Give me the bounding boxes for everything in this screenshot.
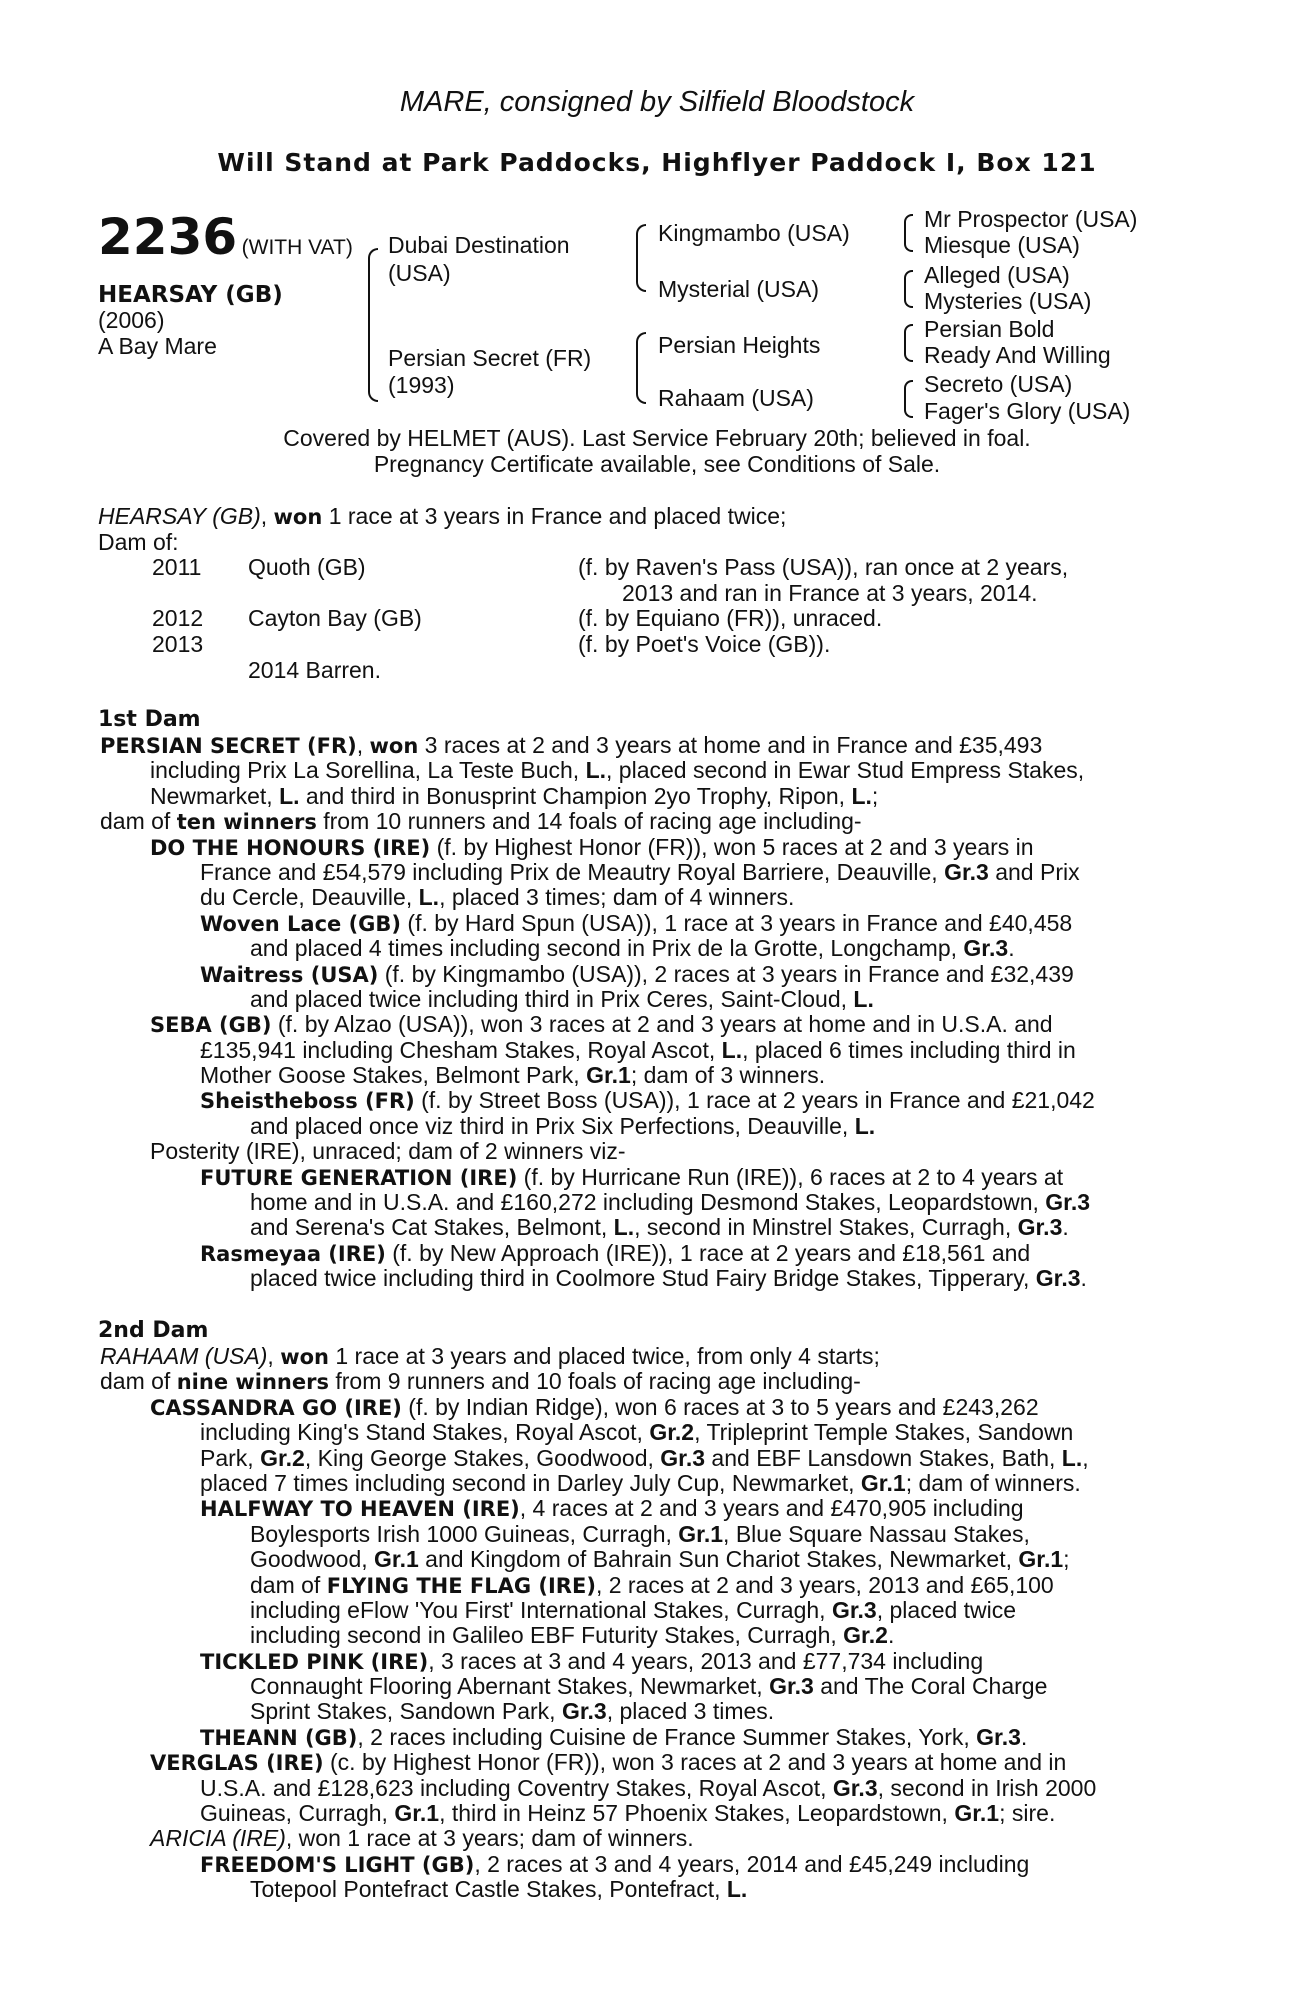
- produce-info-2012: (f. by Equiano (FR)), unraced.: [578, 605, 883, 631]
- horse-description: A Bay Mare: [98, 333, 217, 359]
- brace-sire-line: [636, 224, 646, 292]
- first-dam-heading: 1st Dam: [98, 707, 201, 732]
- first-dam-section: [100, 733, 1204, 1292]
- second-dam-heading: 2nd Dam: [98, 1318, 209, 1343]
- first-dam-line: PERSIAN SECRET (FR), won 3 races at 2 and 3 years at home and in France and £35,493: [100, 733, 1043, 758]
- second-dam-line: RAHAAM (USA), won 1 race at 3 years and placed twice, from only 4 starts;: [100, 1343, 880, 1369]
- pregnancy-line: Pregnancy Certificate available, see Conditions of Sale.: [373, 451, 941, 477]
- second-dam-section: [100, 1344, 1204, 1903]
- page-title: MARE, consigned by Silfield Bloodstock: [399, 86, 915, 118]
- pedigree-g8: Fager's Glory (USA): [924, 398, 1131, 424]
- second-dam-line: U.S.A. and £128,623 including Coventry Stakes, Royal Ascot, Gr.3, second in Irish 2000: [200, 1775, 1097, 1801]
- first-dam-line: Posterity (IRE), unraced; dam of 2 winners viz-: [150, 1138, 626, 1165]
- brace-sire-dam: [368, 248, 378, 402]
- mare-record-text: 1 race at 3 years in France and placed twice;: [322, 503, 787, 529]
- second-dam-line: including King's Stand Stakes, Royal Ascot, Gr.2, Tripleprint Temple Stakes, Sandown: [200, 1420, 1074, 1446]
- pedigree-sire-sire: Kingmambo (USA): [658, 220, 850, 246]
- pedigree-sire-country: (USA): [388, 260, 451, 286]
- pedigree-g3: Alleged (USA): [924, 262, 1070, 288]
- second-dam-line: FREEDOM'S LIGHT (GB), 2 races at 3 and 4 years, 2014 and £45,249 including: [200, 1851, 1030, 1877]
- second-dam-line: HALFWAY TO HEAVEN (IRE), 4 races at 2 and 3 years and £470,905 including: [200, 1496, 1024, 1522]
- produce-name-2012: Cayton Bay (GB): [248, 605, 422, 631]
- produce-name-2011: Quoth (GB): [248, 554, 366, 580]
- second-dam-line: ARICIA (IRE), won 1 race at 3 years; dam of winners.: [150, 1825, 694, 1852]
- first-dam-line: and placed twice including third in Prix Ceres, Saint-Cloud, L.: [250, 985, 874, 1012]
- second-dam-line: CASSANDRA GO (IRE) (f. by Indian Ridge), won 6 races at 3 to 5 years and £243,262: [150, 1394, 1039, 1420]
- first-dam-line: DO THE HONOURS (IRE) (f. by Highest Honor (FR)), won 5 races at 2 and 3 years in: [150, 834, 1034, 860]
- second-dam-line: Park, Gr.2, King George Stakes, Goodwood, Gr.3 and EBF Lansdown Stakes, Bath, L.,: [200, 1445, 1089, 1471]
- first-dam-line: SEBA (GB) (f. by Alzao (USA)), won 3 races at 2 and 3 years at home and in U.S.A. and: [150, 1012, 1053, 1038]
- pedigree-g4: Mysteries (USA): [924, 288, 1092, 314]
- produce-year-2013: 2013: [152, 631, 204, 657]
- second-dam-line: Connaught Flooring Abernant Stakes, Newmarket, Gr.3 and The Coral Charge: [250, 1674, 1048, 1700]
- first-dam-line: £135,941 including Chesham Stakes, Royal Ascot, L., placed 6 times including third in: [200, 1037, 1076, 1063]
- first-dam-line: dam of ten winners from 10 runners and 14 foals of racing age including-: [100, 808, 862, 835]
- pedigree-g6: Ready And Willing: [924, 342, 1111, 368]
- second-dam-line: dam of nine winners from 9 runners and 10 foals of racing age including-: [100, 1368, 861, 1395]
- brace-g34: [904, 270, 913, 308]
- horse-year: (2006): [98, 307, 165, 333]
- vat-label: (WITH VAT): [241, 236, 353, 259]
- first-dam-line: Rasmeyaa (IRE) (f. by New Approach (IRE)), 1 race at 2 years and £18,561 and: [200, 1240, 1031, 1266]
- pedigree-g1: Mr Prospector (USA): [924, 206, 1138, 232]
- mare-record-name: HEARSAY (GB): [98, 503, 261, 529]
- first-dam-line: home and in U.S.A. and £160,272 including Desmond Stakes, Leopardstown, Gr.3: [250, 1190, 1091, 1216]
- pedigree-dam: Persian Secret (FR): [388, 345, 592, 371]
- pedigree-dam-dam: Rahaam (USA): [658, 385, 814, 411]
- second-dam-line: Guineas, Curragh, Gr.1, third in Heinz 57 Phoenix Stakes, Leopardstown, Gr.1; sire.: [200, 1800, 1056, 1827]
- second-dam-line: dam of FLYING THE FLAG (IRE), 2 races at 2 and 3 years, 2013 and £65,100: [250, 1572, 1054, 1598]
- second-dam-line: Boylesports Irish 1000 Guineas, Curragh, Gr.1, Blue Square Nassau Stakes,: [250, 1521, 1030, 1547]
- first-dam-line: placed twice including third in Coolmore Stud Fairy Bridge Stakes, Tipperary, Gr.3.: [250, 1265, 1087, 1292]
- brace-dam-line: [636, 332, 646, 404]
- second-dam-line: VERGLAS (IRE) (c. by Highest Honor (FR)), won 3 races at 2 and 3 years at home and in: [150, 1750, 1067, 1776]
- second-dam-line: placed 7 times including second in Darley July Cup, Newmarket, Gr.1; dam of winners.: [200, 1469, 1081, 1496]
- first-dam-line: du Cercle, Deauville, L., placed 3 times; dam of 4 winners.: [200, 884, 795, 911]
- horse-name: HEARSAY (GB): [98, 282, 283, 308]
- lot-number: 2236: [98, 208, 238, 266]
- brace-g56: [904, 324, 913, 362]
- brace-g78: [904, 380, 913, 418]
- brace-g12: [904, 214, 913, 252]
- produce-year-2011: 2011: [152, 554, 202, 580]
- produce-info-2013: (f. by Poet's Voice (GB)).: [578, 631, 831, 657]
- lot-header: [98, 208, 353, 266]
- pedigree-g5: Persian Bold: [924, 316, 1055, 342]
- first-dam-line: Sheistheboss (FR) (f. by Street Boss (USA)), 1 race at 2 years in France and £21,042: [200, 1088, 1095, 1114]
- pedigree-dam-year: (1993): [388, 372, 455, 398]
- first-dam-line: and Serena's Cat Stakes, Belmont, L., second in Minstrel Stakes, Curragh, Gr.3.: [250, 1214, 1069, 1241]
- first-dam-line: including Prix La Sorellina, La Teste Buch, L., placed second in Ewar Stud Empress Stakes,: [150, 758, 1085, 784]
- pedigree-sire: Dubai Destination: [388, 232, 570, 258]
- pedigree-g7: Secreto (USA): [924, 371, 1073, 397]
- first-dam-line: and placed once viz third in Prix Six Perfections, Deauville, L.: [250, 1112, 876, 1139]
- second-dam-line: Goodwood, Gr.1 and Kingdom of Bahrain Sun Chariot Stakes, Newmarket, Gr.1;: [250, 1547, 1070, 1573]
- produce-info2-2011: 2013 and ran in France at 3 years, 2014.: [622, 580, 1038, 606]
- covered-line: Covered by HELMET (AUS). Last Service February 20th; believed in foal.: [283, 425, 1031, 451]
- first-dam-line: Waitress (USA) (f. by Kingmambo (USA)), 2 races at 3 years in France and £32,439: [200, 961, 1074, 987]
- first-dam-line: FUTURE GENERATION (IRE) (f. by Hurricane Run (IRE)), 6 races at 2 to 4 years at: [200, 1164, 1064, 1190]
- barren-note: 2014 Barren.: [248, 657, 381, 683]
- produce-year-2012: 2012: [152, 605, 204, 631]
- first-dam-line: Newmarket, L. and third in Bonusprint Champion 2yo Trophy, Ripon, L.;: [150, 782, 879, 809]
- second-dam-line: including eFlow 'You First' International Stakes, Curragh, Gr.3, placed twice: [250, 1597, 1017, 1623]
- pedigree-dam-sire: Persian Heights: [658, 332, 821, 358]
- first-dam-line: Woven Lace (GB) (f. by Hard Spun (USA)), 1 race at 3 years in France and £40,458: [200, 910, 1073, 936]
- mare-record: HEARSAY (GB), won 1 race at 3 years in France and placed twice;: [98, 503, 787, 529]
- second-dam-line: Sprint Stakes, Sandown Park, Gr.3, placed 3 times.: [250, 1698, 775, 1725]
- pedigree-g2: Miesque (USA): [924, 232, 1080, 258]
- first-dam-line: and placed 4 times including second in Prix de la Grotte, Longchamp, Gr.3.: [250, 935, 1015, 962]
- first-dam-line: Mother Goose Stakes, Belmont Park, Gr.1; dam of 3 winners.: [200, 1062, 826, 1089]
- produce-info-2011: (f. by Raven's Pass (USA)), ran once at 2 years,: [578, 554, 1069, 580]
- second-dam-line: THEANN (GB), 2 races including Cuisine de France Summer Stakes, York, Gr.3.: [200, 1723, 1028, 1750]
- second-dam-line: TICKLED PINK (IRE), 3 races at 3 and 4 years, 2013 and £77,734 including: [200, 1648, 984, 1674]
- first-dam-line: France and £54,579 including Prix de Meautry Royal Barriere, Deauville, Gr.3 and Prix: [200, 859, 1080, 885]
- dam-of-label: Dam of:: [98, 529, 179, 555]
- second-dam-line: Totepool Pontefract Castle Stakes, Pontefract, L.: [250, 1876, 748, 1903]
- mare-record-won: won: [273, 505, 323, 529]
- second-dam-line: including second in Galileo EBF Futurity Stakes, Curragh, Gr.2.: [250, 1622, 895, 1649]
- pedigree-sire-dam: Mysterial (USA): [658, 276, 820, 302]
- stand-location: Will Stand at Park Paddocks, Highflyer Paddock I, Box 121: [217, 148, 1097, 177]
